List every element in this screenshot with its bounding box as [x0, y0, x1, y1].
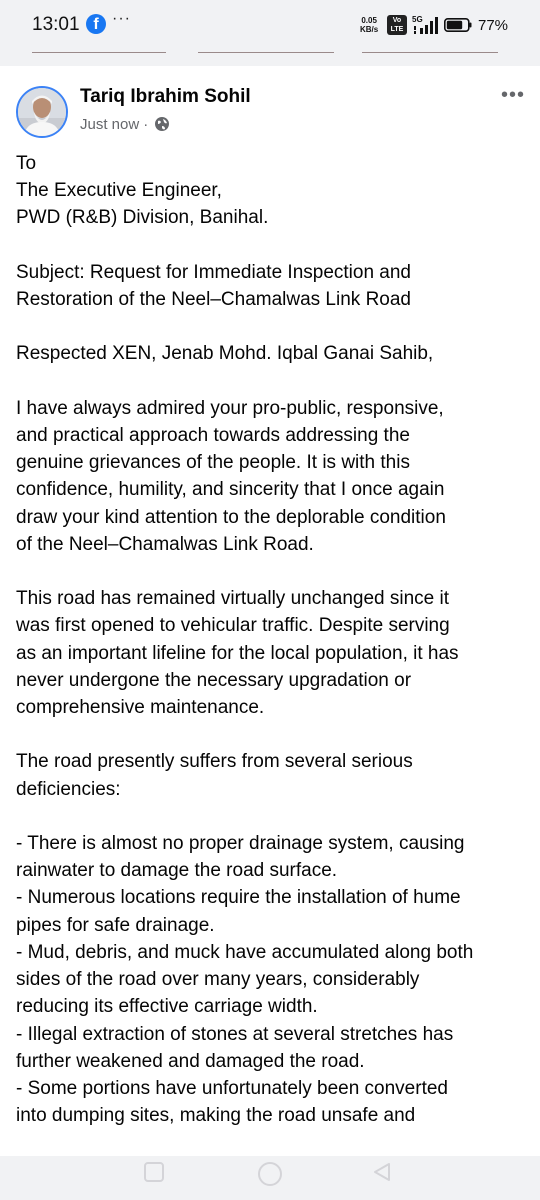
circle-icon[interactable]	[256, 1160, 284, 1188]
post-paragraph-spacer	[16, 558, 530, 585]
more-options-icon[interactable]: •••	[500, 84, 525, 106]
post-paragraph-spacer	[16, 803, 530, 830]
signal-icon	[412, 14, 438, 36]
post-paragraph: - There is almost no proper drainage system, causing rainwater to damage the road surface. - Numerous locations require the installation of hume pipes for safe drainage. - Mud, debris, and muck have accumulated along both sides of the road over many years, considerably reducing its effective carriage width. - Illegal extraction of stones at several stretches has further weakened and damaged the road. - Some portions have unfortunately been converted into dumping sites, making the road unsafe and	[16, 833, 474, 1127]
previous-content-strip	[0, 46, 540, 54]
battery-icon	[444, 18, 472, 32]
post-paragraph: The road presently suffers from several serious deficiencies:	[16, 751, 413, 800]
network-speed	[360, 16, 378, 34]
strip-divider	[362, 52, 498, 53]
network-speed-value: 0.05	[361, 16, 377, 25]
post-paragraph: This road has remained virtually unchanged since it was first opened to vehicular traffic. Despite serving as an important lifeline for the local population, it has never undergone the necessary upgradation or comprehensive maintenance.	[16, 588, 459, 719]
volte-bottom-label: LTE	[390, 26, 404, 33]
post-meta	[80, 116, 170, 133]
status-time: 13:01	[32, 14, 80, 35]
navigation-bar	[0, 1156, 540, 1200]
volte-top-label: Vo	[392, 17, 402, 24]
post-body	[16, 150, 530, 1129]
post-paragraph-spacer	[16, 232, 530, 259]
volte-icon	[387, 15, 407, 35]
strip-divider	[32, 52, 166, 53]
strip-divider	[198, 52, 334, 53]
author-name[interactable]: Tariq Ibrahim Sohil	[80, 86, 251, 107]
post-time[interactable]: Just now	[80, 116, 140, 133]
post-paragraph-spacer	[16, 368, 530, 395]
more-notifications-icon: ···	[112, 10, 131, 27]
author-avatar[interactable]	[16, 86, 68, 138]
triangle-back-icon[interactable]	[370, 1160, 394, 1184]
network-type-label: 5G	[412, 15, 423, 24]
facebook-notification-icon: f	[86, 14, 106, 34]
post-paragraph: Subject: Request for Immediate Inspection and Restoration of the Neel–Chamalwas Link Road	[16, 261, 412, 311]
post-paragraph-spacer	[16, 313, 530, 340]
network-speed-unit: KB/s	[360, 25, 379, 34]
avatar-photo	[18, 88, 66, 136]
post-paragraph: To The Executive Engineer, PWD (R&B) Division, Banihal.	[16, 153, 269, 229]
post-paragraph: I have always admired your pro-public, responsive, and practical approach towards addressing the genuine grievances of the people. It is with this confidence, humility, and sincerity that I once again draw your kind attention to the deplorable condition of the Neel–Chamalwas Link Road.	[16, 397, 446, 555]
square-icon[interactable]	[142, 1160, 166, 1184]
post-paragraph: Respected XEN, Jenab Mohd. Iqbal Ganai Sahib,	[16, 343, 434, 365]
battery-percentage: 77%	[478, 17, 509, 34]
post-paragraph-spacer	[16, 721, 530, 748]
globe-icon	[154, 116, 170, 132]
meta-separator: ·	[143, 116, 149, 133]
